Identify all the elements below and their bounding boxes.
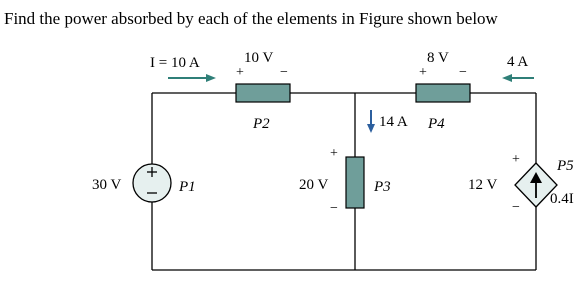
- arrow-i-main: [168, 74, 216, 82]
- label-p3-minus: −: [330, 201, 338, 216]
- label-i-14: 14 A: [379, 114, 408, 130]
- label-p4-minus: −: [459, 65, 467, 80]
- element-p3: [346, 157, 364, 208]
- label-dep: 0.4I: [550, 191, 574, 207]
- label-p4: P4: [428, 116, 445, 132]
- arrow-i-14: [367, 110, 375, 133]
- label-v-20: 20 V: [299, 177, 329, 193]
- element-p4: [416, 84, 470, 102]
- label-i-right: 4 A: [507, 54, 529, 70]
- label-v-p4: 8 V: [427, 50, 449, 66]
- question-text: Find the power absorbed by each of the elements in Figure shown below: [4, 9, 498, 28]
- label-p5-minus: −: [512, 200, 520, 215]
- label-p3: P3: [374, 179, 391, 195]
- label-i-main: I = 10 A: [150, 55, 200, 71]
- label-p2: P2: [253, 116, 270, 132]
- label-v-12: 12 V: [468, 177, 498, 193]
- label-p5: P5: [557, 158, 574, 174]
- label-p5-plus: +: [512, 152, 520, 167]
- voltage-source-p1: [133, 164, 171, 202]
- label-p1: P1: [179, 179, 196, 195]
- label-p2-minus: −: [280, 65, 288, 80]
- arrow-i-right: [502, 74, 534, 82]
- label-v-30: 30 V: [92, 177, 122, 193]
- label-p2-plus: +: [236, 65, 244, 80]
- label-v-p2: 10 V: [244, 50, 274, 66]
- label-p4-plus: +: [419, 65, 427, 80]
- element-p2: [236, 84, 290, 102]
- label-p3-plus: +: [330, 146, 338, 161]
